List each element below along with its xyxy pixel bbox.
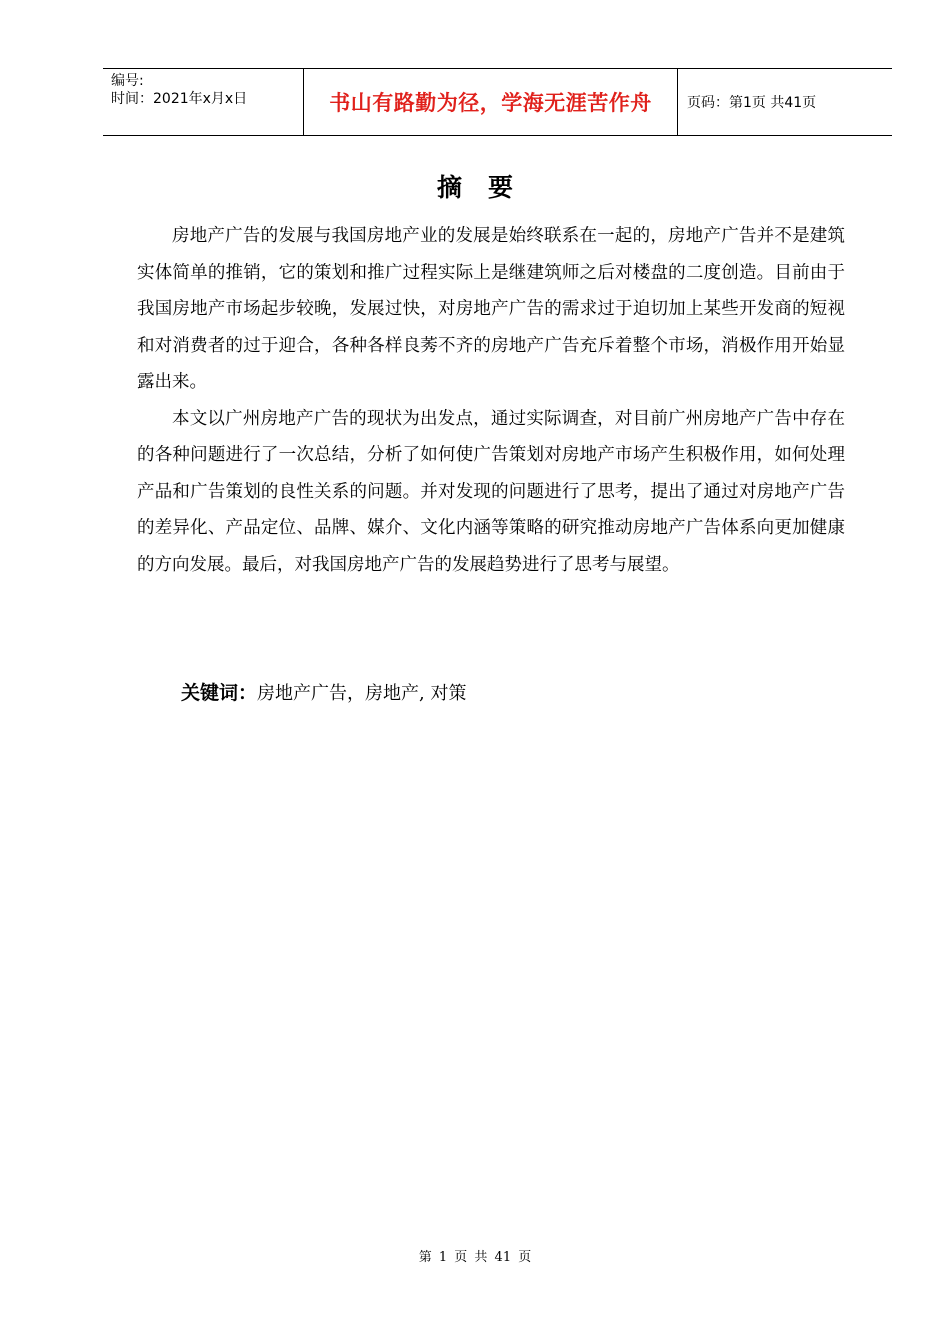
- header-page-info: 页码：第1页 共41页: [687, 95, 817, 111]
- page-title: 摘要: [436, 173, 539, 202]
- abstract-paragraph: 本文以广州房地产广告的现状为出发点，通过实际调查，对目前广州房地产广告中存在的各种问题进行了一次总结，分析了如何使广告策划对房地产市场产生积极作用，如何处理产品和广告策划的良性关系的问题。并对发现的问题进行了思考，提出了通过对房地产广告的差异化、产品定位、品牌、媒介、文化内涵等策略的研究推动房地产广告体系向更加健康的方向发展。最后，对我国房地产广告的发展趋势进行了思考与展望。: [137, 408, 845, 575]
- document-header: [103, 68, 892, 136]
- abstract-body: [137, 218, 845, 583]
- keywords-value: 房地产广告，房地产, 对策: [257, 683, 467, 704]
- serial-number-label: 编号:: [111, 73, 144, 89]
- keywords-label: 关键词：: [181, 682, 258, 704]
- page-footer: 第 1 页 共 41 页: [418, 1250, 532, 1265]
- keywords-line: [181, 678, 466, 705]
- motto-text: 书山有路勤为径，学海无涯苦作舟: [304, 69, 678, 135]
- date-label: 时间：2021年x月x日: [111, 91, 248, 107]
- abstract-paragraph: 房地产广告的发展与我国房地产业的发展是始终联系在一起的，房地产广告并不是建筑实体简单的推销，它的策划和推广过程实际上是继建筑师之后对楼盘的二度创造。目前由于我国房地产市场起步较晚，发展过快，对房地产广告的需求过于迫切加上某些开发商的短视和对消费者的过于迎合，各种各样良莠不齐的房地产广告充斥着整个市场，消极作用开始显露出来。: [137, 226, 845, 392]
- header-meta: [103, 69, 304, 135]
